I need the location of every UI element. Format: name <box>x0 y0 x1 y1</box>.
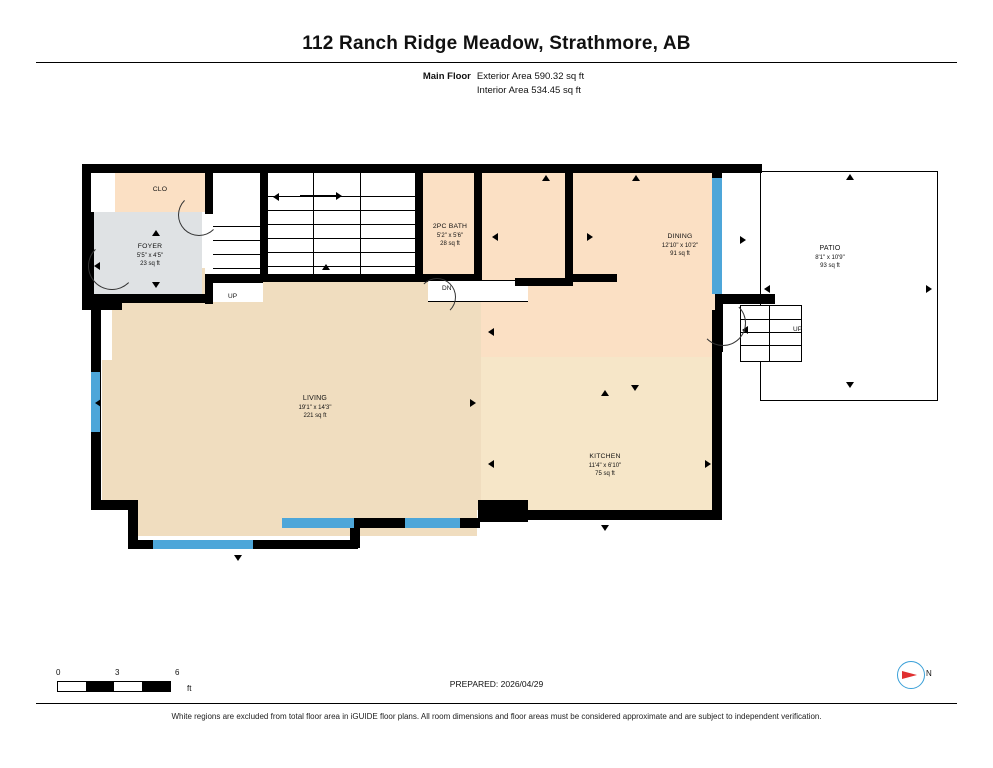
dining-fill <box>481 172 721 357</box>
living-arrow-down <box>234 555 242 561</box>
wall-foyer-bottom <box>94 294 212 303</box>
entry-staircase <box>213 212 263 300</box>
foyer-arrow-up <box>152 230 160 236</box>
dining-arrow-up <box>632 175 640 181</box>
wall-left-notch-b <box>91 300 101 372</box>
stair-direction-arrow <box>273 193 279 201</box>
wall-right-lower <box>712 352 722 520</box>
disclaimer-text: White regions are excluded from total floor area in iGUIDE floor plans. All room dimensions and floor areas must be considered approximate and are subject to independent verification. <box>171 712 822 721</box>
scale-unit: ft <box>187 684 192 693</box>
foyer-arrow-left <box>94 262 100 270</box>
window-bottom-b <box>405 518 460 528</box>
floor-label: Main Floor <box>422 71 471 82</box>
foyer-arrow-down <box>152 282 160 288</box>
stair-rail-arrow <box>336 192 342 200</box>
spacer <box>409 84 471 98</box>
kitchen-fill <box>481 355 721 510</box>
compass-rose <box>897 661 933 687</box>
window-bottom-c <box>153 540 253 549</box>
floorplan-drawing <box>60 150 960 620</box>
stair-tag-up-right: UP <box>793 326 803 333</box>
dining-arrow-right <box>740 236 746 244</box>
patio-arrow-down <box>846 382 854 388</box>
page-title: 112 Ranch Ridge Meadow, Strathmore, AB <box>302 33 691 54</box>
living-arrow-right <box>470 399 476 407</box>
patio-arrow-right <box>926 285 932 293</box>
window-bottom-a <box>282 518 354 528</box>
room-label-kitchen: KITCHEN 11'4" x 6'10" 75 sq ft <box>588 453 622 477</box>
dn-door-arc <box>418 278 456 316</box>
bath-arrow-up <box>542 175 550 181</box>
living-fill <box>102 360 482 510</box>
main-staircase <box>268 172 415 280</box>
room-label-patio: PATIO 8'1" x 10'9" 93 sq ft <box>815 245 845 269</box>
living-arrow-left <box>95 399 101 407</box>
patio-arrow-up <box>846 174 854 180</box>
patio-staircase <box>740 305 802 362</box>
kitchen-arrow-right <box>705 460 711 468</box>
kitchen-arrow-left <box>488 460 494 468</box>
wall-bottom-kitchen2 <box>520 510 720 520</box>
exterior-area: Exterior Area 590.32 sq ft <box>476 71 585 82</box>
patio-door-arc <box>700 300 746 346</box>
patio-area <box>760 171 938 401</box>
interior-area: Interior Area 534.45 sq ft <box>476 85 581 96</box>
prepared-date: PREPARED: 2026/04/29 <box>449 679 544 689</box>
stair-rail <box>300 195 340 197</box>
compass-needle-icon <box>902 671 917 679</box>
dining-kitchen-arrow <box>631 385 639 391</box>
stair-tag-up-left: UP <box>228 293 238 300</box>
header-divider <box>36 62 957 63</box>
living-kitchen-arrow <box>488 328 494 336</box>
room-label-foyer: FOYER 5'5" x 4'5" 23 sq ft <box>136 243 164 267</box>
patio-arrow-left <box>764 285 770 293</box>
room-label-living: LIVING 19'1" x 14'3" 221 sq ft <box>298 395 332 419</box>
footer-divider <box>36 703 957 704</box>
living-arrow-up <box>322 264 330 270</box>
room-label-closet: CLO <box>152 186 168 193</box>
closet-door-arc <box>178 194 220 236</box>
bath-arrow-right <box>587 233 593 241</box>
scale-tick-3: 3 <box>115 668 120 677</box>
scale-tick-6: 6 <box>175 668 180 677</box>
kitchen-arrow-down <box>601 525 609 531</box>
compass-north-label: N <box>926 669 932 678</box>
wall-top-right-stub <box>715 164 762 173</box>
dn-stair-edge <box>515 278 573 286</box>
dining-arrow-up2 <box>601 390 609 396</box>
room-label-dining: DINING 12'10" x 10'2" 91 sq ft <box>661 233 699 257</box>
stair-tag-down: DN <box>442 285 452 292</box>
area-summary <box>0 70 993 101</box>
bath-arrow-left <box>492 233 498 241</box>
wall-dining-left <box>565 164 573 274</box>
scale-tick-0: 0 <box>56 668 61 677</box>
room-label-bath: 2PC BATH 5'2" x 5'6" 28 sq ft <box>432 223 468 247</box>
